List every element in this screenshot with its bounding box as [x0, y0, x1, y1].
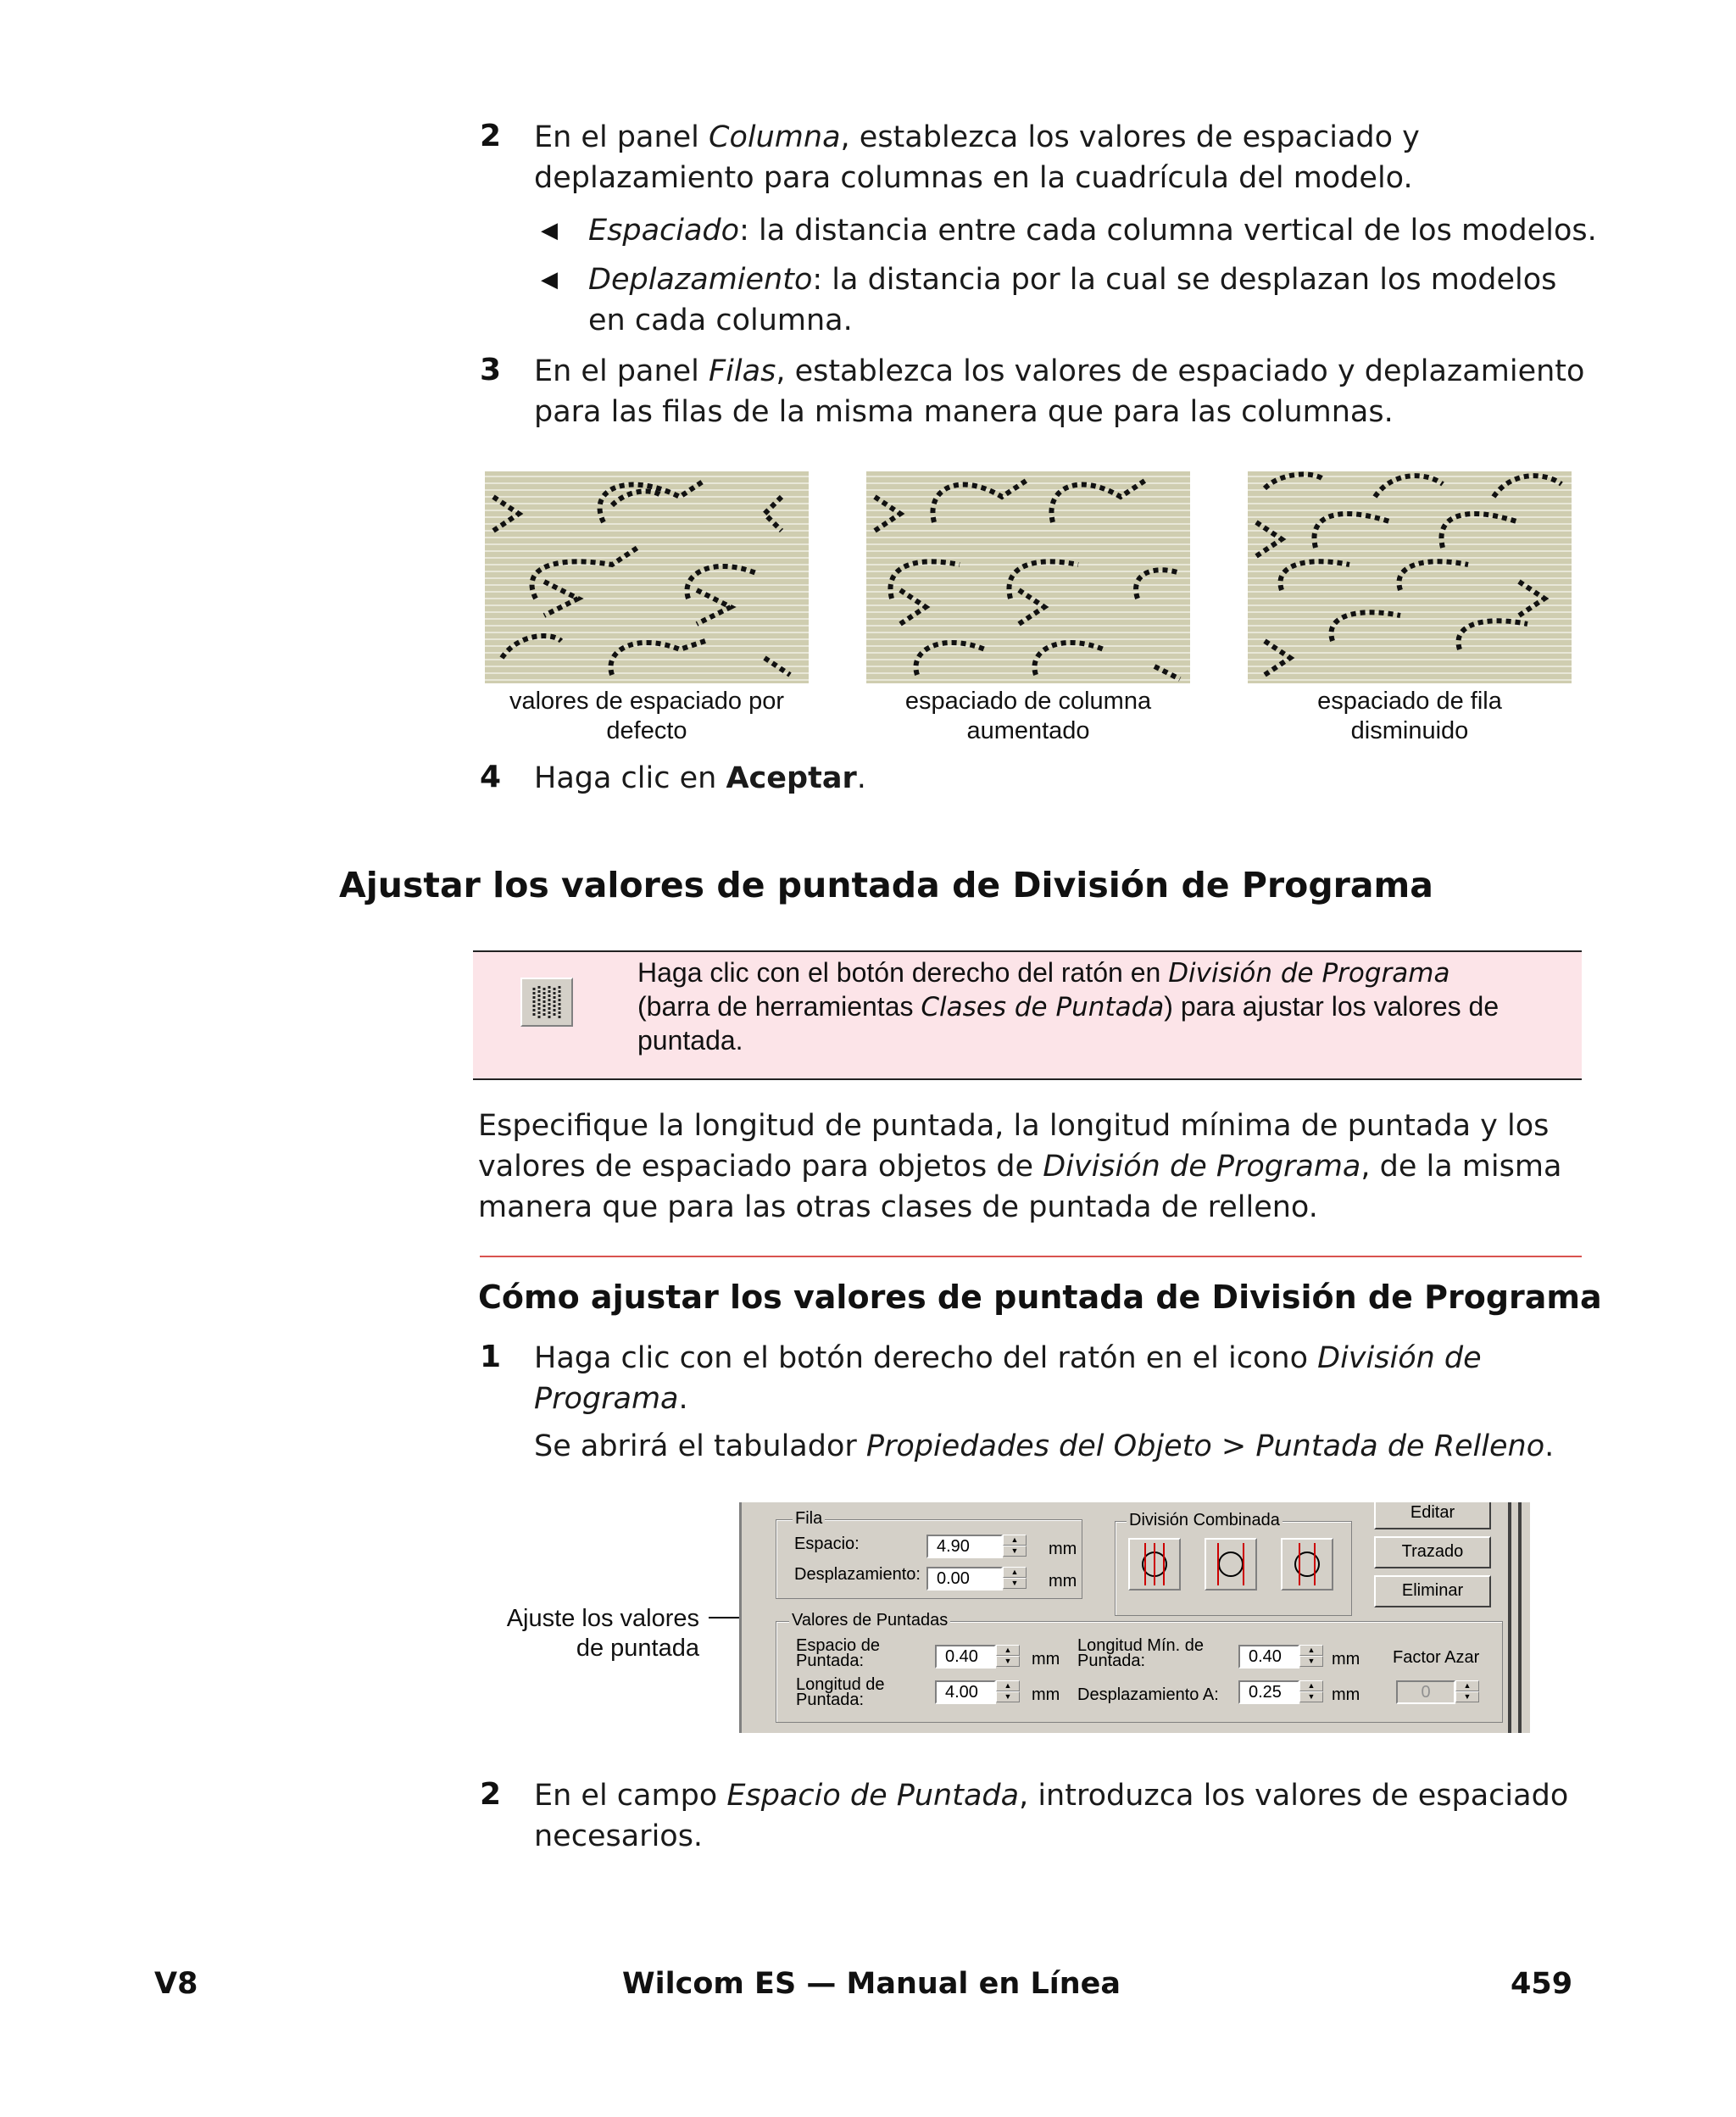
espacio-field[interactable]: 4.90	[926, 1535, 1003, 1558]
longitud-puntada-label: Longitud de Puntada:	[796, 1675, 885, 1709]
unit-label: mm	[1049, 1540, 1077, 1558]
fill-stitch-properties-dialog	[739, 1502, 1530, 1733]
section-title: Ajustar los valores de puntada de División de Programa	[339, 865, 1433, 905]
bullet-espaciado: Espaciado: la distancia entre cada columna vertical de los modelos.	[588, 214, 1597, 248]
espacio-label: Espacio:	[794, 1535, 860, 1553]
division-combinada-label: División Combinada	[1127, 1511, 1283, 1530]
split-pattern-3-icon[interactable]	[1281, 1538, 1333, 1591]
how-step-1-text: Haga clic con el botón derecho del ratón en el icono División de Programa.	[534, 1341, 1482, 1416]
how-step-2-text: En el campo Espacio de Puntada, introduzca los valores de espaciado necesarios.	[534, 1779, 1569, 1853]
program-split-glyph-icon	[522, 979, 571, 1025]
dialog-right-border	[1518, 1502, 1522, 1733]
step-number: 2	[480, 119, 502, 153]
pattern-row-spacing-decreased	[1248, 471, 1572, 683]
unit-label: mm	[1332, 1650, 1360, 1669]
section-divider	[480, 1256, 1582, 1257]
factor-azar-field: 0	[1396, 1680, 1455, 1704]
step-number: 3	[480, 353, 502, 387]
step-number: 1	[480, 1340, 502, 1374]
dialog-annotation: Ajuste los valores de puntada	[506, 1605, 699, 1662]
trazado-button[interactable]: Trazado	[1374, 1536, 1491, 1568]
valores-puntadas-label: Valores de Puntadas	[789, 1611, 950, 1630]
tip-text: Haga clic con el botón derecho del ratón en División de Programa (barra de herramientas Clases de Puntada) para ajustar los valores de puntada.	[637, 957, 1500, 1056]
espacio-puntada-label: Espacio de Puntada:	[796, 1636, 880, 1670]
factor-azar-spinner: ▲ ▼	[1455, 1680, 1479, 1704]
description-paragraph: Especifique la longitud de puntada, la longitud mínima de puntada y los valores de espaciado para objetos de División de Programa, de la misma manera que para las otras clases de puntada de relleno.	[478, 1109, 1562, 1224]
figure-caption: espaciado de fila disminuido	[1317, 688, 1502, 744]
bullet-icon: ◀	[541, 218, 558, 243]
unit-label: mm	[1032, 1685, 1060, 1704]
unit-label: mm	[1332, 1685, 1360, 1704]
bullet-icon: ◀	[541, 267, 558, 292]
longitud-puntada-spinner[interactable]: ▲ ▼	[996, 1680, 1020, 1704]
espacio-spinner[interactable]: ▲ ▼	[1003, 1535, 1027, 1558]
factor-azar-label: Factor Azar	[1393, 1648, 1480, 1667]
espacio-puntada-spinner[interactable]: ▲ ▼	[996, 1645, 1020, 1669]
unit-label: mm	[1032, 1650, 1060, 1669]
step-2-text: En el panel Columna, establezca los valores de espaciado y deplazamiento para columnas en la cuadrícula del modelo.	[534, 120, 1420, 195]
longitud-min-spinner[interactable]: ▲ ▼	[1299, 1645, 1323, 1669]
step-3-text: En el panel Filas, establezca los valores de espaciado y deplazamiento para las filas de la misma manera que para las columnas.	[534, 354, 1585, 429]
how-step-1-result: Se abrirá el tabulador Propiedades del Objeto > Puntada de Relleno.	[534, 1429, 1555, 1463]
longitud-puntada-field[interactable]: 4.00	[935, 1680, 996, 1704]
longitud-min-label: Longitud Mín. de Puntada:	[1077, 1636, 1204, 1670]
pattern-column-spacing-increased	[866, 471, 1190, 683]
subsection-title: Cómo ajustar los valores de puntada de División de Programa	[478, 1279, 1602, 1316]
footer-version: V8	[154, 1967, 198, 2001]
desplazamiento-field[interactable]: 0.00	[926, 1567, 1003, 1591]
longitud-min-field[interactable]: 0.40	[1238, 1645, 1299, 1669]
desplazamiento-label: Desplazamiento:	[794, 1565, 921, 1584]
unit-label: mm	[1049, 1572, 1077, 1591]
step-number: 2	[480, 1777, 502, 1812]
program-split-tool-icon[interactable]	[520, 978, 573, 1027]
footer-title: Wilcom ES — Manual en Línea	[622, 1967, 1121, 2001]
step-number: 4	[480, 760, 502, 794]
fila-group-label: Fila	[793, 1509, 825, 1529]
editar-button[interactable]: Editar	[1374, 1502, 1491, 1529]
page-number: 459	[1511, 1967, 1573, 2001]
espacio-puntada-field[interactable]: 0.40	[935, 1645, 996, 1669]
figure-caption: espaciado de columna aumentado	[904, 688, 1152, 744]
step-4-text: Haga clic en Aceptar.	[534, 761, 866, 795]
bullet-desplazamiento: Deplazamiento: la distancia por la cual se desplazan los modelos en cada columna.	[588, 263, 1557, 337]
figure-caption: valores de espaciado por defecto	[509, 688, 785, 744]
dialog-right-border	[1508, 1502, 1511, 1733]
desplazamiento-a-spinner[interactable]: ▲ ▼	[1299, 1680, 1323, 1704]
desplazamiento-spinner[interactable]: ▲ ▼	[1003, 1567, 1027, 1591]
desplazamiento-a-field[interactable]: 0.25	[1238, 1680, 1299, 1704]
desplazamiento-a-label: Desplazamiento A:	[1077, 1685, 1219, 1704]
split-pattern-2-icon[interactable]	[1205, 1538, 1257, 1591]
pattern-default-spacing	[485, 471, 809, 683]
split-pattern-1-icon[interactable]	[1128, 1538, 1181, 1591]
eliminar-button[interactable]: Eliminar	[1374, 1575, 1491, 1607]
